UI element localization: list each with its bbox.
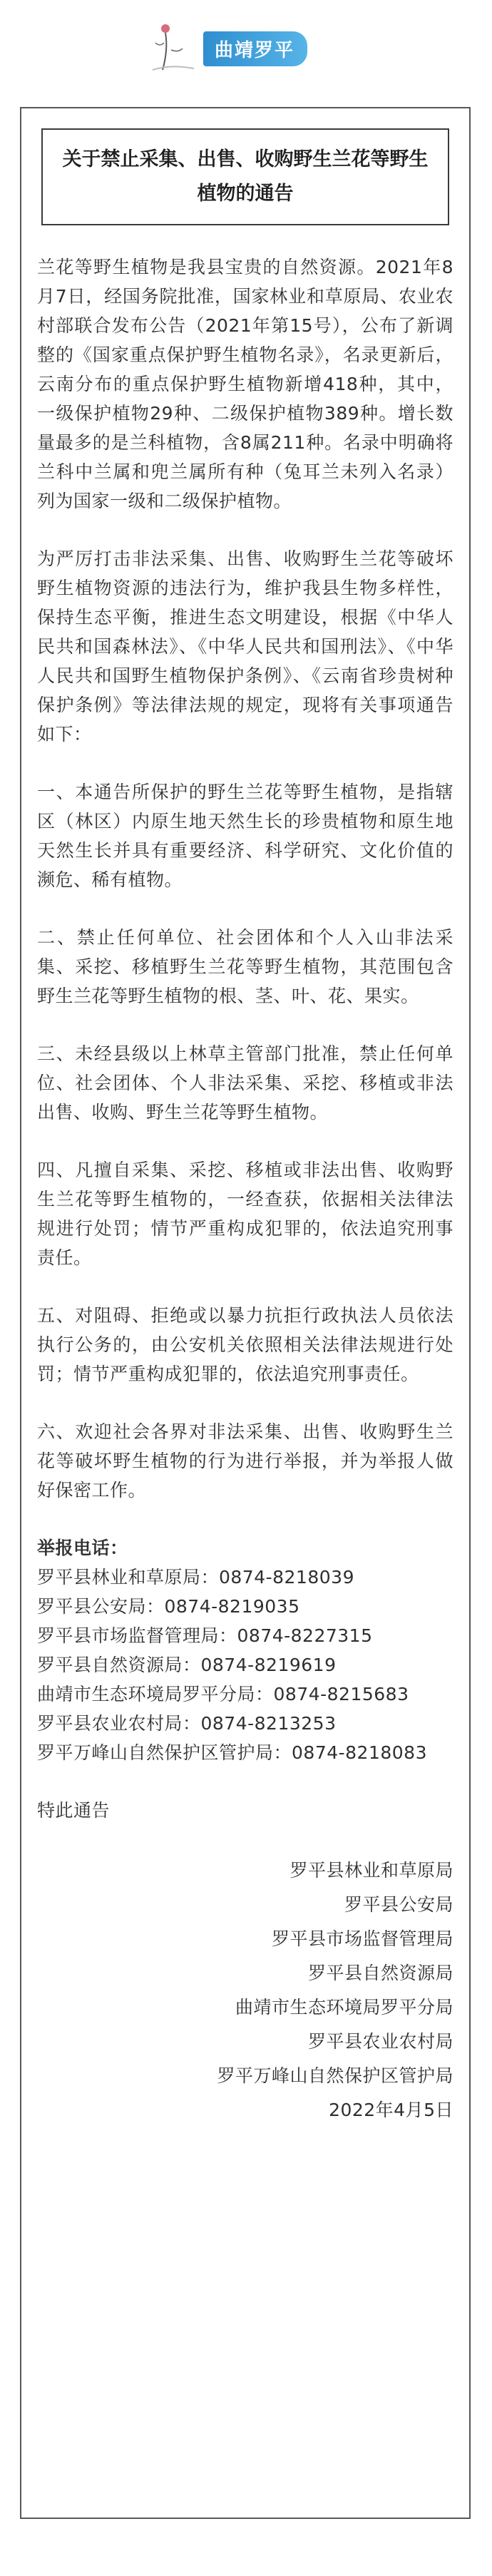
notice-title: 关于禁止采集、出售、收购野生兰花等野生植物的通告 bbox=[41, 128, 449, 225]
report-phone-line: 曲靖市生态环境局罗平分局：0874-8215683 bbox=[37, 1684, 409, 1704]
brand-badge: 曲靖罗平 bbox=[203, 31, 307, 66]
report-phone-line: 罗平万峰山自然保护区管护局：0874-8218083 bbox=[37, 1742, 427, 1763]
paragraph-item-4: 四、凡擅自采集、采挖、移植或非法出售、收购野生兰花等野生植物的，一经查获，依据相关法律法规进行处罚；情节严重构成犯罪的，依法追究刑事责任。 bbox=[37, 1160, 453, 1268]
paragraph-intro: 兰花等野生植物是我县宝贵的自然资源。2021年8月7日，经国务院批准，国家林业和草原局、农业农村部联合发布公告（2021年第15号），公布了新调整的《国家重点保护野生植物名录》，名录更新后，云南分布的重点保护野生植物新增418种，其中，一级保护植物29种、二级保护植物389种。增长数量最多的是兰科植物，含8属211种。名录中明确将兰科中兰属和兜兰属所有种（兔耳兰未列入名录）列为国家一级和二级保护植物。 bbox=[37, 257, 453, 511]
paragraph-basis: 为严厉打击非法采集、出售、收购野生兰花等破坏野生植物资源的违法行为，维护我县生物多样性，保持生态平衡，推进生态文明建设，根据《中华人民共和国森林法》、《中华人民共和国刑法》、《中华人民共和国野生植物保护条例》、《云南省珍贵树种保护条例》等法律法规的规定，现将有关事项通告如下： bbox=[37, 548, 453, 745]
report-phone-line: 罗平县公安局：0874-8219035 bbox=[37, 1596, 300, 1617]
signature-block bbox=[37, 1854, 453, 2127]
header bbox=[0, 0, 492, 107]
report-phone-line: 罗平县市场监督管理局：0874-8227315 bbox=[37, 1625, 373, 1646]
signature-line: 罗平县林业和草原局 bbox=[289, 1860, 453, 1881]
signature-line: 罗平县市场监督管理局 bbox=[271, 1928, 453, 1949]
report-phone-line: 罗平县农业农村局：0874-8213253 bbox=[37, 1713, 337, 1734]
paragraph-item-3: 三、未经县级以上林草主管部门批准，禁止任何单位、社会团体、个人非法采集、采挖、移植或非法出售、收购、野生兰花等野生植物。 bbox=[37, 1043, 453, 1123]
notice-card bbox=[20, 107, 471, 2519]
paragraph-item-6: 六、欢迎社会各界对非法采集、出售、收购野生兰花等破坏野生植物的行为进行举报，并为举报人做好保密工作。 bbox=[37, 1421, 453, 1501]
notice-content bbox=[21, 225, 469, 2127]
report-phone-line: 罗平县林业和草原局：0874-8218039 bbox=[37, 1567, 354, 1588]
report-phone-list bbox=[37, 1533, 453, 1767]
paragraph-item-2: 二、禁止任何单位、社会团体和个人入山非法采集、采挖、移植野生兰花等野生植物，其范围包含野生兰花等野生植物的根、茎、叶、花、果实。 bbox=[37, 927, 453, 1006]
signature-line: 罗平县公安局 bbox=[344, 1894, 453, 1915]
paragraph-item-1: 一、本通告所保护的野生兰花等野生植物，是指辖区（林区）内原生地天然生长的珍贵植物和原生地天然生长并具有重要经济、科学研究、文化价值的濒危、稀有植物。 bbox=[37, 782, 453, 890]
report-phone-title: 举报电话： bbox=[37, 1538, 128, 1558]
report-phone-line: 罗平县自然资源局：0874-8219619 bbox=[37, 1655, 337, 1675]
signature-line: 罗平县农业农村局 bbox=[307, 2031, 453, 2052]
signature-line: 罗平县自然资源局 bbox=[307, 1963, 453, 1983]
notice-date: 2022年4月5日 bbox=[329, 2100, 453, 2120]
lily-logo-icon bbox=[150, 21, 200, 75]
closing-text: 特此通告 bbox=[37, 1800, 111, 1821]
signature-line: 曲靖市生态环境局罗平分局 bbox=[235, 1997, 453, 2018]
paragraph-item-5: 五、对阻碍、拒绝或以暴力抗拒行政执法人员依法执行公务的，由公安机关依照相关法律法规进行处罚；情节严重构成犯罪的，依法追究刑事责任。 bbox=[37, 1305, 453, 1384]
signature-line: 罗平万峰山自然保护区管护局 bbox=[217, 2065, 453, 2086]
